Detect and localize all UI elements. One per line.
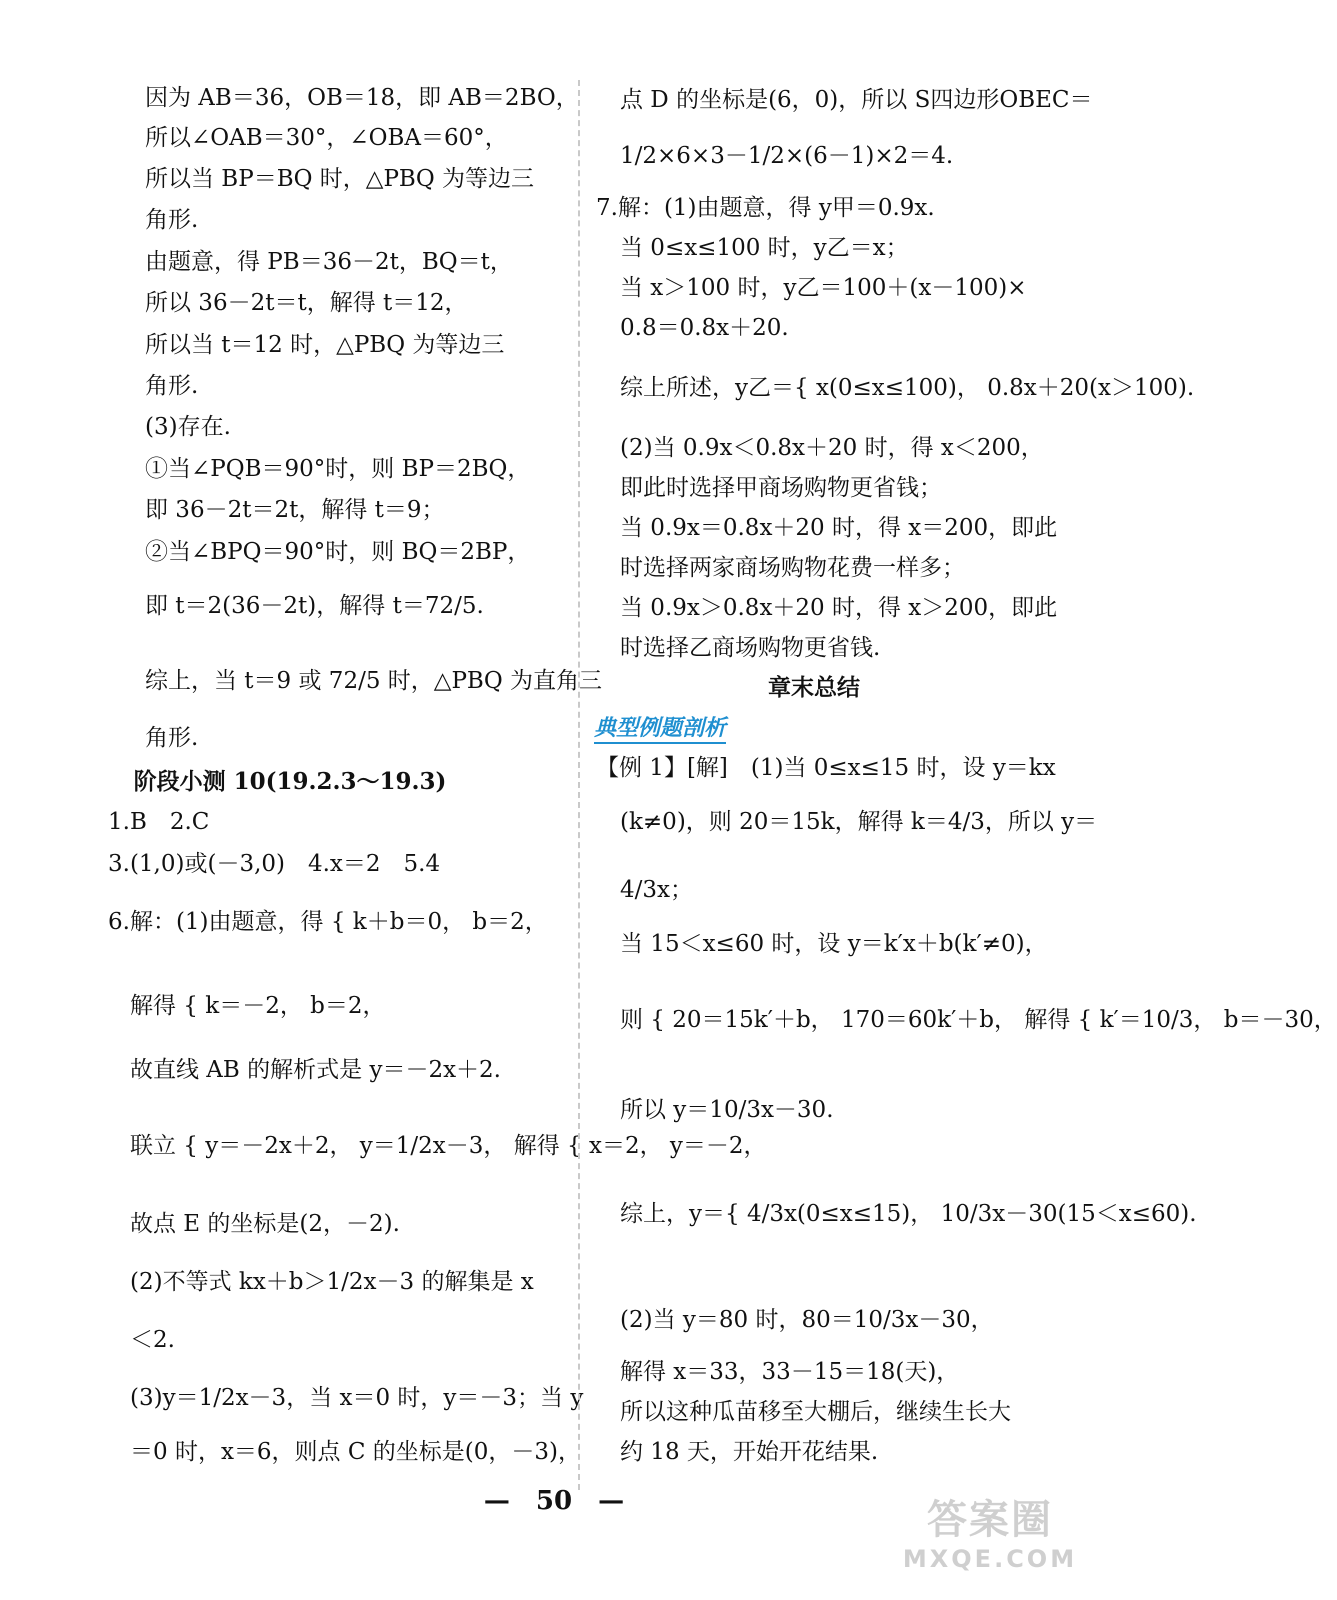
- text-line: 所以当 BP＝BQ 时，△PBQ 为等边三: [145, 166, 534, 192]
- text-line: 所以当 t＝12 时，△PBQ 为等边三: [145, 332, 505, 358]
- example-line: 则 { 20＝15k′＋b， 170＝60k′＋b， 解得 { k′＝10/3， b＝－30，: [620, 1007, 1337, 1033]
- example-line: (k≠0)，则 20＝15k，解得 k＝4/3，所以 y＝: [620, 809, 1098, 835]
- solution-line: 联立 { y＝－2x＋2， y＝1/2x－3， 解得 { x＝2， y＝－2，: [130, 1133, 767, 1159]
- section-tag: 典型例题剖析: [594, 716, 726, 744]
- column-divider: [578, 80, 580, 1490]
- text-line: 角形.: [145, 207, 199, 233]
- example-line: 【例 1】[解] (1)当 0≤x≤15 时，设 y＝kx: [596, 755, 1056, 781]
- text-line: 0.8＝0.8x＋20.: [620, 315, 789, 341]
- text-line: 由题意，得 PB＝36－2t，BQ＝t，: [145, 249, 513, 275]
- text-line: 所以 36－2t＝t，解得 t＝12，: [145, 290, 468, 316]
- chapter-title: 章末总结: [768, 674, 860, 701]
- section-title: 阶段小测 10(19.2.3～19.3): [133, 768, 447, 795]
- example-line: 所以 y＝10/3x－30.: [620, 1097, 834, 1123]
- text-line: 即 t＝2(36－2t)，解得 t＝72/5.: [145, 593, 484, 619]
- text-line: 所以∠OAB＝30°，∠OBA＝60°，: [145, 125, 508, 151]
- text-line: (3)存在.: [145, 414, 231, 440]
- solution-line: (3)y＝1/2x－3，当 x＝0 时，y＝－3；当 y: [130, 1385, 584, 1411]
- text-line: 时选择两家商场购物花费一样多；: [620, 555, 965, 581]
- example-line: (2)当 y＝80 时，80＝10/3x－30，: [620, 1307, 994, 1333]
- text-line: 当 0.9x＝0.8x＋20 时，得 x＝200，即此: [620, 515, 1058, 541]
- text-line: 点 D 的坐标是(6，0)，所以 S四边形OBEC＝: [620, 87, 1093, 113]
- example-line: 4/3x；: [620, 877, 693, 903]
- watermark-url: MXQE.COM: [902, 1545, 1078, 1573]
- text-line: 时选择乙商场购物更省钱.: [620, 635, 881, 661]
- solution-line: (2)不等式 kx＋b＞1/2x－3 的解集是 x: [130, 1269, 534, 1295]
- watermark-logo: [890, 1496, 1090, 1586]
- page-number: — 50 —: [483, 1486, 625, 1516]
- text-line: 1/2×6×3－1/2×(6－1)×2＝4.: [620, 143, 954, 169]
- text-line: 综上所述，y乙＝{ x(0≤x≤100)， 0.8x＋20(x＞100).: [620, 375, 1195, 401]
- solution-line: ＝0 时，x＝6，则点 C 的坐标是(0，－3)，: [130, 1439, 581, 1465]
- text-line: 角形.: [145, 373, 199, 399]
- text-line: 即 36－2t＝2t，解得 t＝9；: [145, 497, 445, 523]
- text-line: 当 0≤x≤100 时，y乙＝x；: [620, 235, 909, 261]
- text-line: 角形.: [145, 725, 199, 751]
- answer-line: 1.B 2.C: [108, 809, 210, 835]
- text-line: 即此时选择甲商场购物更省钱；: [620, 475, 942, 501]
- text-line: ①当∠PQB＝90°时，则 BP＝2BQ，: [145, 456, 531, 482]
- example-line: 所以这种瓜苗移至大棚后，继续生长大: [620, 1399, 1011, 1425]
- example-line: 约 18 天，开始开花结果.: [620, 1439, 879, 1465]
- solution-line: 解得 { k＝－2， b＝2，: [130, 993, 386, 1019]
- solution-line: 故点 E 的坐标是(2，－2).: [130, 1211, 400, 1237]
- solution-line: 故直线 AB 的解析式是 y＝－2x＋2.: [130, 1057, 501, 1083]
- text-line: 因为 AB＝36，OB＝18，即 AB＝2BO，: [145, 85, 579, 111]
- watermark-text: 答案圈: [927, 1497, 1053, 1543]
- text-line: 当 x＞100 时，y乙＝100＋(x－100)×: [620, 275, 1027, 301]
- text-line: 当 0.9x＞0.8x＋20 时，得 x＞200，即此: [620, 595, 1058, 621]
- solution-line: ＜2.: [130, 1327, 175, 1353]
- example-line: 当 15＜x≤60 时，设 y＝k′x＋b(k′≠0)，: [620, 931, 1048, 957]
- text-line: (2)当 0.9x＜0.8x＋20 时，得 x＜200，: [620, 435, 1044, 461]
- answer-line: 3.(1,0)或(－3,0) 4.x＝2 5.4: [108, 851, 441, 877]
- text-line: 综上，当 t＝9 或 72/5 时，△PBQ 为直角三: [145, 668, 603, 694]
- example-line: 解得 x＝33，33－15＝18(天)，: [620, 1359, 960, 1385]
- text-line: 7.解：(1)由题意，得 y甲＝0.9x.: [596, 195, 935, 221]
- example-line: 综上，y＝{ 4/3x(0≤x≤15)， 10/3x－30(15＜x≤60).: [620, 1201, 1197, 1227]
- solution-line: 6.解：(1)由题意，得 { k＋b＝0， b＝2，: [108, 909, 548, 935]
- text-line: ②当∠BPQ＝90°时，则 BQ＝2BP，: [145, 539, 531, 565]
